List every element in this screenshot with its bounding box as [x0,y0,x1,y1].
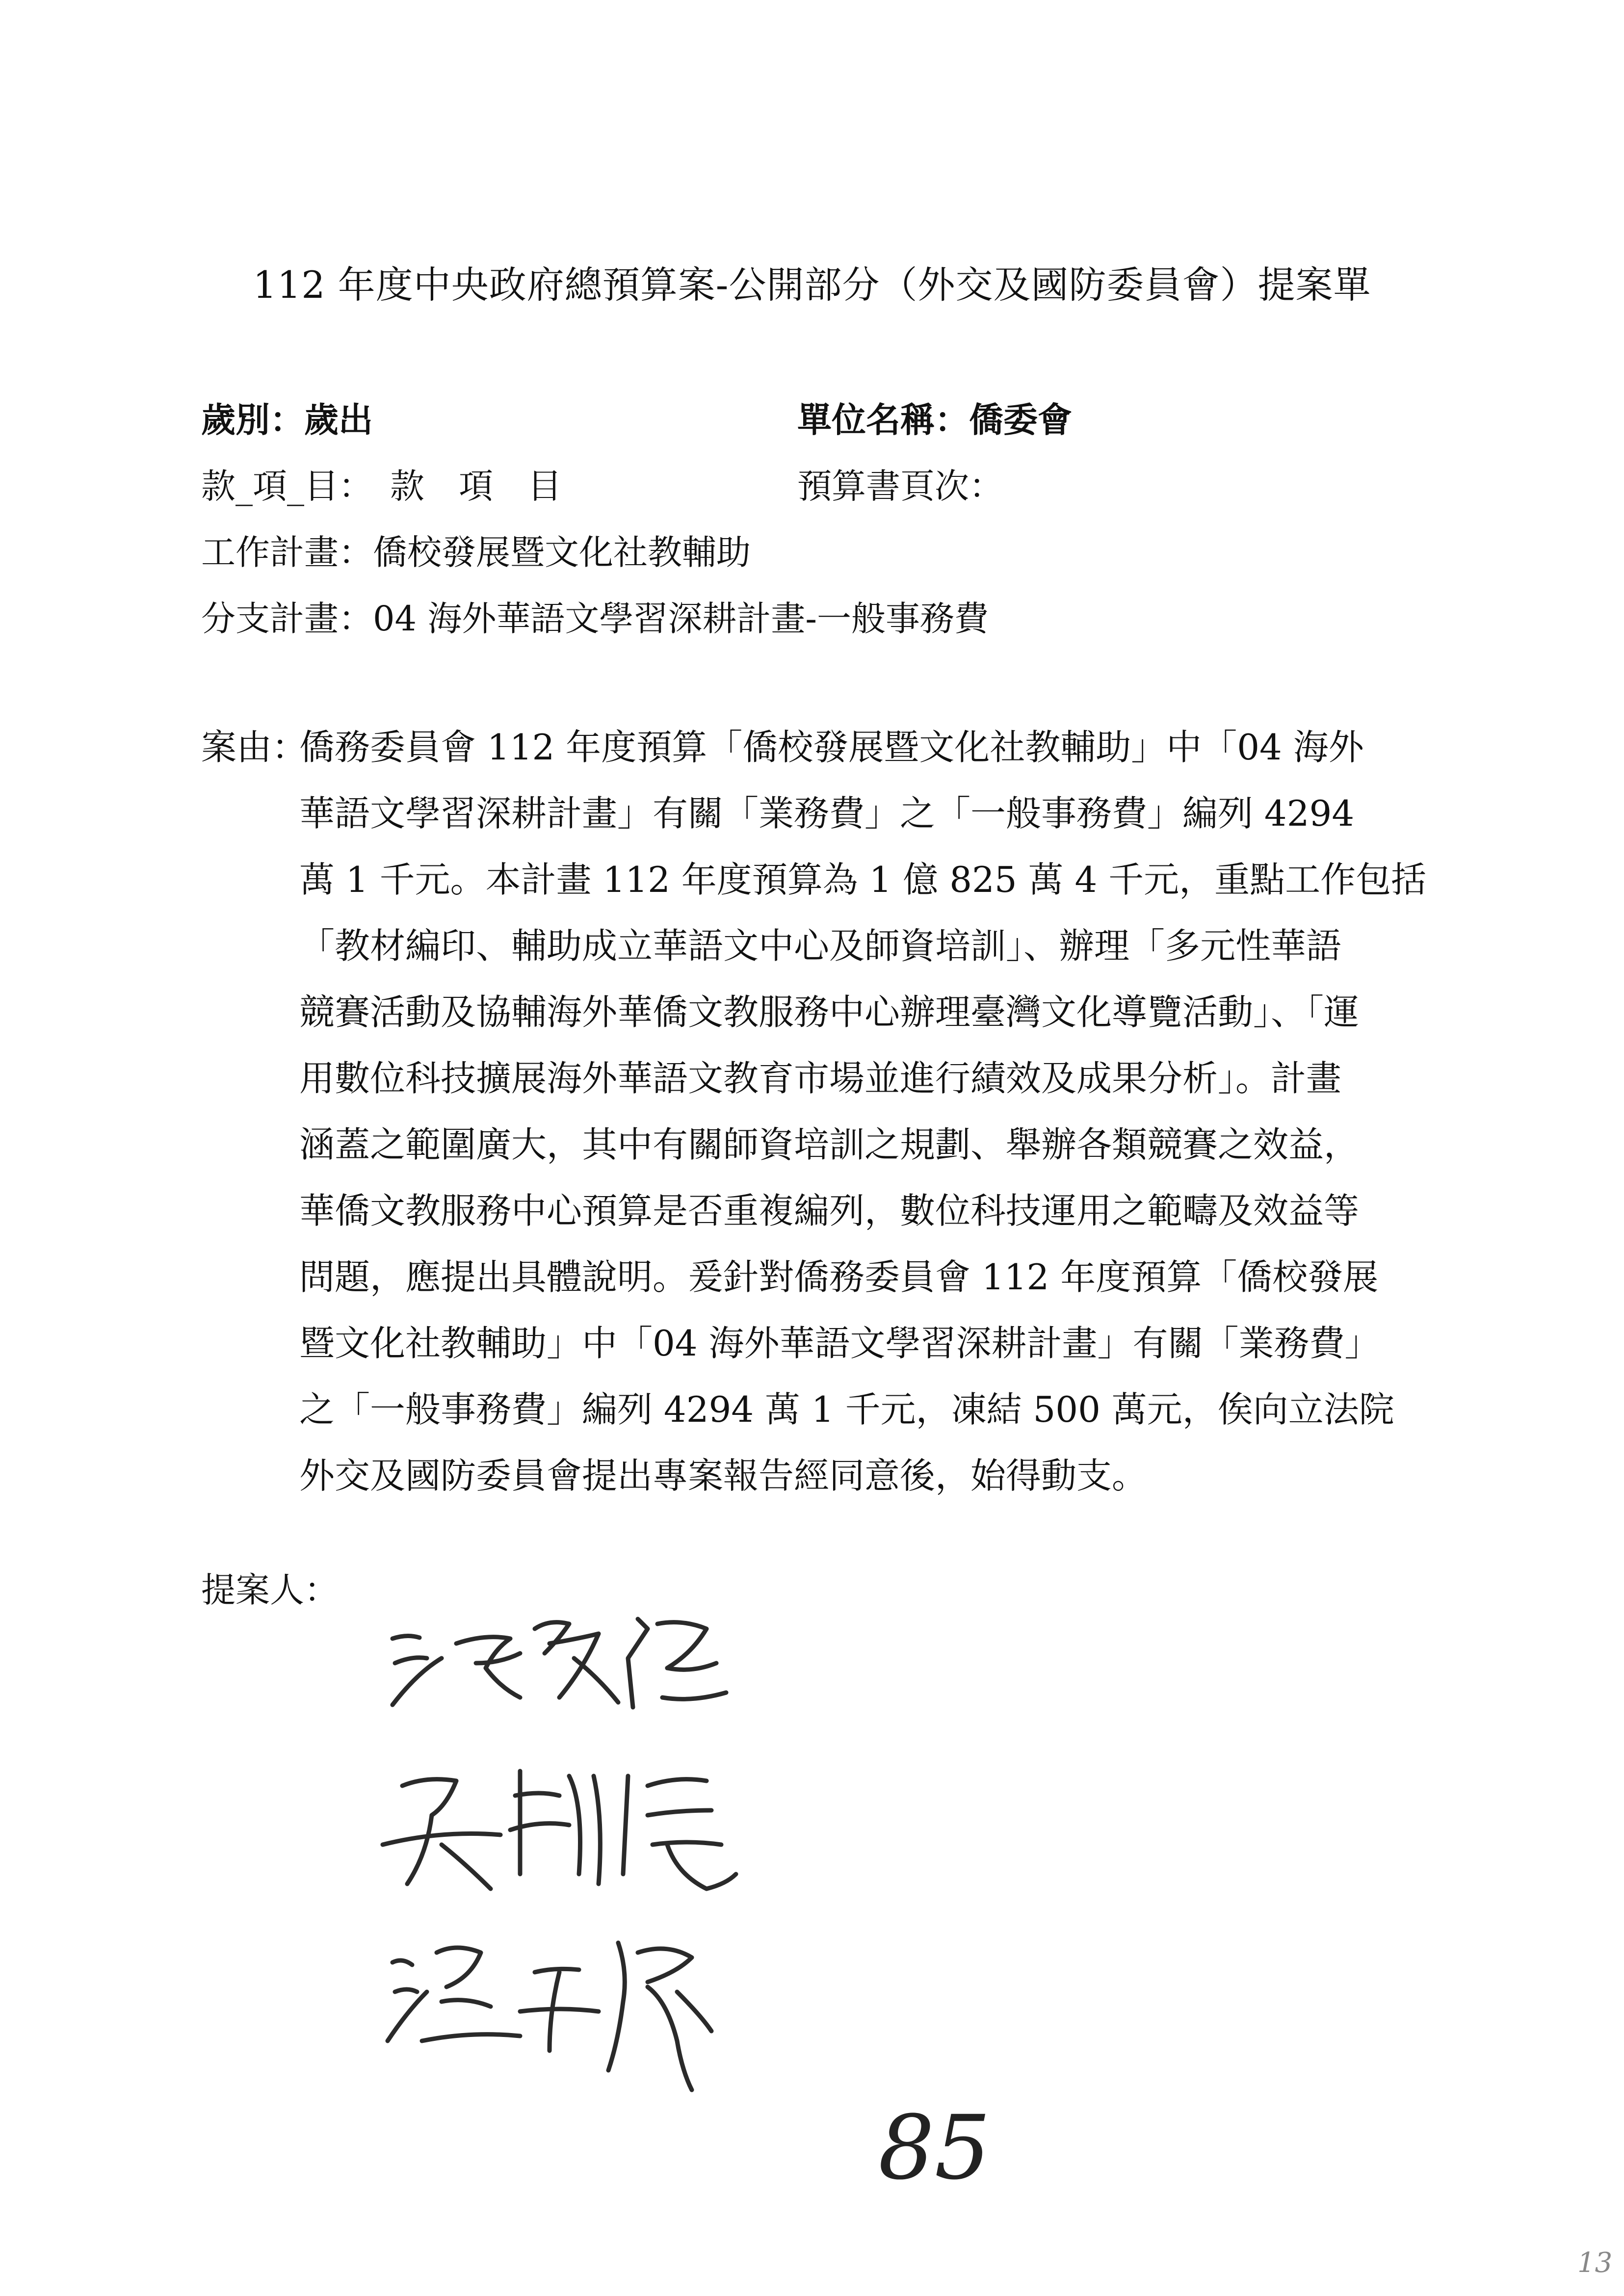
category-field: 歲別：歲出 [201,399,373,440]
reason-label: 案由： [201,727,308,768]
unit-field: 單位名稱：僑委會 [797,399,1072,440]
sub-plan-field: 分支計畫：04 海外華語文學習深耕計畫-一般事務費 [201,599,989,639]
reason-line: 之「一般事務費」編列 4294 萬 1 千元，凍結 500 萬元，俟向立法院 [299,1389,1394,1430]
signature-3 [388,1943,711,2090]
reason-line: 競賽活動及協輔海外華僑文教服務中心辦理臺灣文化導覽活動」、「運 [299,991,1360,1033]
document-title: 112 年度中央政府總預算案-公開部分（外交及國防委員會）提案單 [253,263,1371,307]
work-plan-field: 工作計畫：僑校發展暨文化社教輔助 [201,532,751,573]
reason-line: 華語文學習深耕計畫」有關「業務費」之「一般事務費」編列 4294 [299,793,1355,834]
reason-line: 用數位科技擴展海外華語文教育市場並進行績效及成果分析」。計畫 [299,1058,1342,1099]
signature-1 [393,1619,726,1707]
reason-line: 「教材編印、輔助成立華語文中心及師資培訓」、辦理「多元性華語 [299,925,1342,966]
reason-line: 外交及國防委員會提出專案報告經同意後，始得動支。 [299,1455,1148,1496]
reason-line: 問題，應提出具體說明。爰針對僑務委員會 112 年度預算「僑校發展 [299,1256,1379,1298]
reason-line: 暨文化社教輔助」中「04 海外華語文學習深耕計畫」有關「業務費」 [299,1323,1380,1364]
budget-page-field: 預算書頁次： [797,466,1003,506]
corner-number: 13 [1577,2247,1613,2279]
reason-line: 華僑文教服務中心預算是否重複編列，數位科技運用之範疇及效益等 [299,1190,1360,1231]
reason-line: 萬 1 千元。本計畫 112 年度預算為 1 億 825 萬 4 千元，重點工作包括 [299,859,1427,900]
signature-2 [383,1771,736,1889]
proposer-label: 提案人： [201,1570,339,1610]
handwritten-signatures [373,1599,814,2100]
reason-line: 涵蓋之範圍廣大，其中有關師資培訓之規劃、舉辦各類競賽之效益， [299,1124,1360,1165]
item-field: 款_項_目： 款 項 目 [201,466,562,506]
page-number-text: 85 [878,2100,991,2198]
reason-line: 僑務委員會 112 年度預算「僑校發展暨文化社教輔助」中「04 海外 [299,727,1364,768]
handwritten-page-number [873,2100,1021,2198]
